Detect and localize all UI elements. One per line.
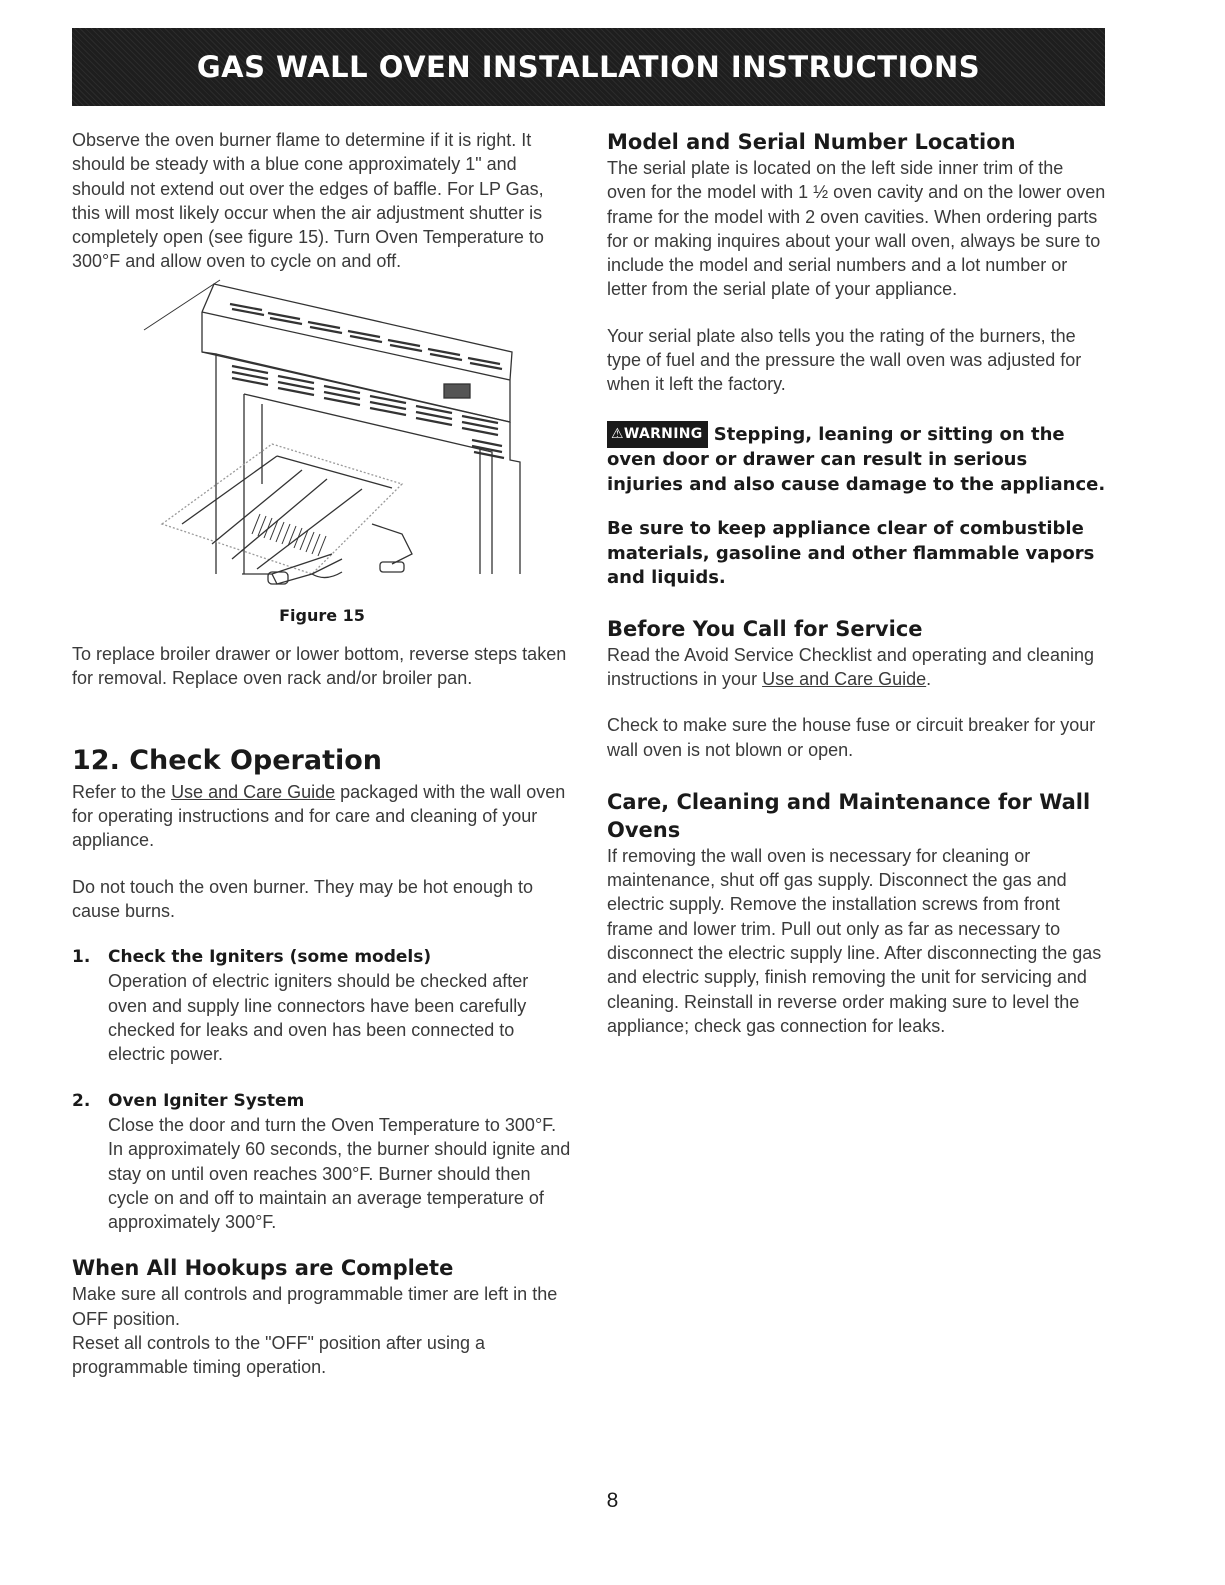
use-and-care-guide-link: Use and Care Guide bbox=[762, 668, 927, 689]
combustible-paragraph: Be sure to keep appliance clear of combustible materials, gasoline and other flammable vapors and liquids. bbox=[607, 518, 1095, 589]
item-number: 1. bbox=[72, 947, 91, 968]
service-text-start: Read the Avoid Service Checklist and operating and cleaning instructions in your bbox=[607, 644, 1094, 689]
item-number: 2. bbox=[72, 1090, 91, 1111]
hookups-heading: When All Hookups are Complete bbox=[72, 1256, 454, 1281]
service-paragraph-2: Check to make sure the house fuse or circuit breaker for your wall oven is not blown or open. bbox=[607, 715, 1096, 760]
warning-paragraph bbox=[607, 421, 1107, 498]
refer-text-end: packaged with the wall oven for operating instructions and for care and cleaning of your appliance. bbox=[72, 781, 566, 851]
item-body: Close the door and turn the Oven Temperature to 300°F. In approximately 60 seconds, the burner should ignite and stay on until oven reaches 300°F. Burner should then cycle on and off to maintain an average temperature of approximately 300°F. bbox=[108, 1114, 571, 1233]
hookups-paragraph-2: Reset all controls to the "OFF" position after using a programmable timing operation. bbox=[72, 1333, 485, 1378]
warning-badge: ⚠WARNING bbox=[607, 421, 708, 449]
warning-text: Stepping, leaning or sitting on the oven door or drawer can result in serious injuries and also cause damage to the appliance. bbox=[607, 423, 1106, 495]
service-heading: Before You Call for Service bbox=[607, 616, 923, 641]
left-column bbox=[72, 128, 572, 1380]
list-item bbox=[72, 945, 572, 1066]
header-banner bbox=[72, 28, 1105, 106]
model-paragraph-2: Your serial plate also tells you the rating of the burners, the type of fuel and the pressure the wall oven was adjusted for when it left the factory. bbox=[607, 325, 1082, 395]
page-number: 8 bbox=[606, 1489, 619, 1512]
model-serial-heading: Model and Serial Number Location bbox=[607, 130, 1016, 154]
oven-burner-drawing bbox=[72, 274, 572, 604]
item-title: Oven Igniter System bbox=[108, 1090, 305, 1111]
item-title: Check the Igniters (some models) bbox=[108, 947, 432, 968]
service-text-end: . bbox=[926, 668, 932, 689]
right-column bbox=[607, 128, 1107, 1038]
hookups-paragraph-1: Make sure all controls and programmable timer are left in the OFF position. bbox=[72, 1284, 558, 1329]
refer-paragraph bbox=[72, 780, 572, 853]
care-heading: Care, Cleaning and Maintenance for Wall Ovens bbox=[607, 789, 1091, 842]
check-steps-list bbox=[72, 945, 572, 1234]
do-not-touch-paragraph: Do not touch the oven burner. They may be hot enough to cause burns. bbox=[72, 876, 533, 921]
check-operation-heading: 12. Check Operation bbox=[72, 744, 382, 776]
service-paragraph-1 bbox=[607, 643, 1107, 692]
item-body: Operation of electric igniters should be checked after oven and supply line connectors have been carefully checked for leaks and oven has been connected to electric power. bbox=[108, 971, 529, 1065]
page-title: GAS WALL OVEN INSTALLATION INSTRUCTIONS bbox=[196, 50, 981, 84]
figure-15-illustration bbox=[72, 274, 572, 604]
replace-paragraph: To replace broiler drawer or lower bottom, reverse steps taken for removal. Replace oven rack and/or broiler pan. bbox=[72, 644, 567, 689]
list-item bbox=[72, 1089, 572, 1235]
intro-paragraph: Observe the oven burner flame to determine if it is right. It should be steady with a blue cone approximately 1" and should not extend out over the edges of baffle. For LP Gas, this will most likely occur when the air adjustment shutter is completely open (see figure 15). Turn Oven Temperature to 300°F and allow oven to cycle on and off. bbox=[72, 130, 544, 272]
refer-text-start: Refer to the bbox=[72, 781, 172, 802]
use-and-care-guide-link: Use and Care Guide bbox=[171, 781, 336, 802]
model-paragraph-1: The serial plate is located on the left side inner trim of the oven for the model with 1 ½ oven cavity and on the lower oven frame for the model with 2 oven cavities. When ordering parts for or making inquires about your wall oven, always be sure to include the model and serial numbers and a lot number or letter from the serial plate of your appliance. bbox=[607, 158, 1106, 300]
care-paragraph: If removing the wall oven is necessary for cleaning or maintenance, shut off gas supply. Disconnect the gas and electric supply. Remove the installation screws from front frame and lower trim. Pull out only as far as necessary to disconnect the electric supply line. After disconnecting the gas and electric supply, finish removing the unit for servicing and cleaning. Reinstall in reverse order making sure to level the appliance; check gas connection for leaks. bbox=[607, 845, 1102, 1036]
figure-caption: Figure 15 bbox=[279, 605, 365, 625]
